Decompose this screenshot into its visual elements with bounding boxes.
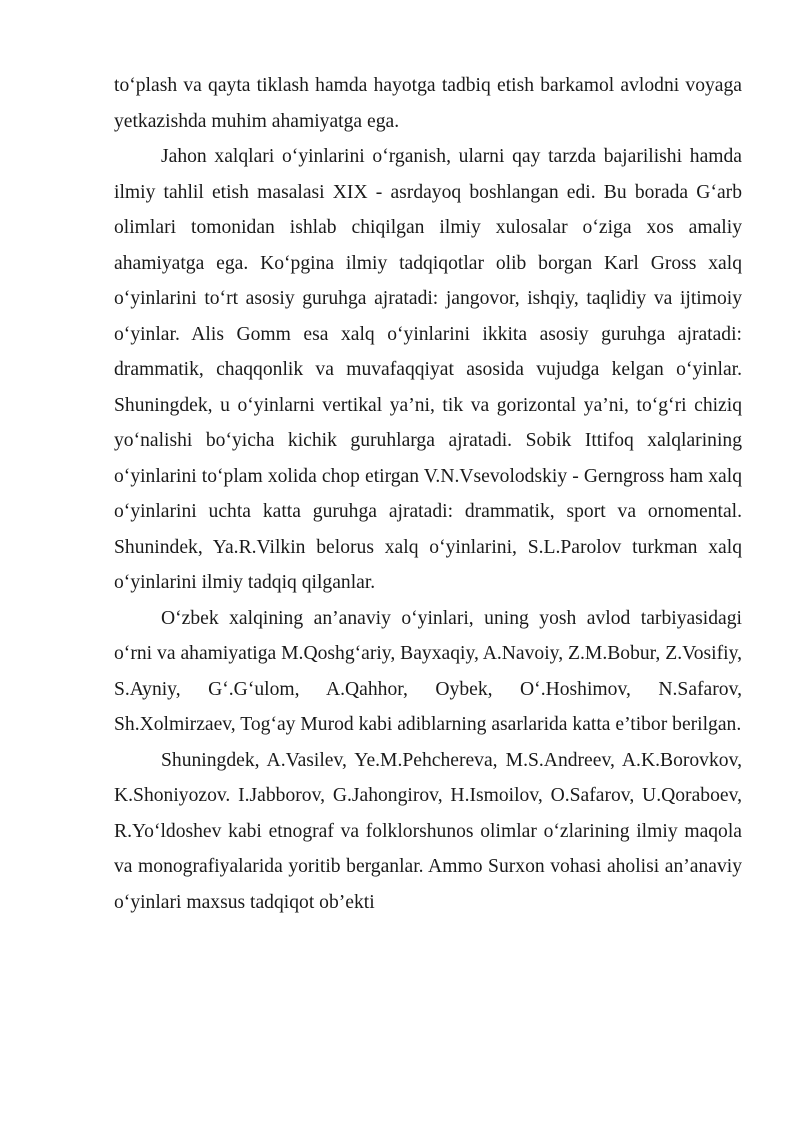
paragraph-continuation: to‘plash va qayta tiklash hamda hayotga tadbiq etish barkamol avlodni voyaga yetkazishda muhim ahamiyatga ega. bbox=[114, 75, 742, 132]
paragraph-ethnographers: Shuningdek, A.Vasilev, Ye.M.Pehchereva, M.S.Andreev, A.K.Borovkov, K.Shoniyozov. I.Jabborov, G.Jahongirov, H.Ismoilov, O.Safarov, U.Qoraboev, R.Yo‘ldoshev kabi etnograf va folklorshunos olimlar o‘zlarining ilmiy maqola va monografiyalarida yoritib berganlar. Ammo Surxon vohasi aholisi an’anaviy o‘yinlari maxsus tadqiqot ob’ekti bbox=[114, 749, 742, 913]
paragraph-world-games-research: Jahon xalqlari o‘yinlarini o‘rganish, ularni qay tarzda bajarilishi hamda ilmiy tahlil etish masalasi XIX - asrdayoq boshlangan edi. Bu borada G‘arb olimlari tomonidan ishlab chiqilgan ilmiy xulosalar o‘ziga xos amaliy ahamiyatga ega. Ko‘pgina ilmiy tadqiqotlar olib borgan Karl Gross xalq o‘yinlarini to‘rt asosiy guruhga ajratadi: jangovor, ishqiy, taqlidiy va ijtimoiy o‘yinlar. Alis Gomm esa xalq o‘yinlarini ikkita asosiy guruhga ajratadi: drammatik, chaqqonlik va muvafaqqiyat asosida vujudga kelgan o‘yinlar. Shuningdek, u o‘yinlarni vertikal ya’ni, tik va gorizontal ya’ni, to‘g‘ri chiziq yo‘nalishi bo‘yicha kichik guruhlarga ajratadi. Sobik Ittifoq xalqlarining o‘yinlarini to‘plam xolida chop etirgan V.N.Vsevolodskiy - Gerngross ham xalq o‘yinlarini uchta katta guruhga ajratadi: drammatik, sport va ornomental. Shunindek, Ya.R.Vilkin belorus xalq o‘yinlarini, S.L.Parolov turkman xalq o‘yinlarini ilmiy tadqiq qilganlar. bbox=[114, 146, 742, 593]
document-page bbox=[114, 68, 742, 920]
paragraph-uzbek-writers: O‘zbek xalqining an’anaviy o‘yinlari, uning yosh avlod tarbiyasidagi o‘rni va ahamiyatiga M.Qoshg‘ariy, Bayxaqiy, A.Navoiy, Z.M.Bobur, Z.Vosifiy, S.Ayniy, G‘.G‘ulom, A.Qahhor, Oybek, O‘.Hoshimov, N.Safarov, Sh.Xolmirzaev, Tog‘ay Murod kabi adiblarning asarlarida katta e’tibor berilgan. bbox=[114, 607, 742, 735]
